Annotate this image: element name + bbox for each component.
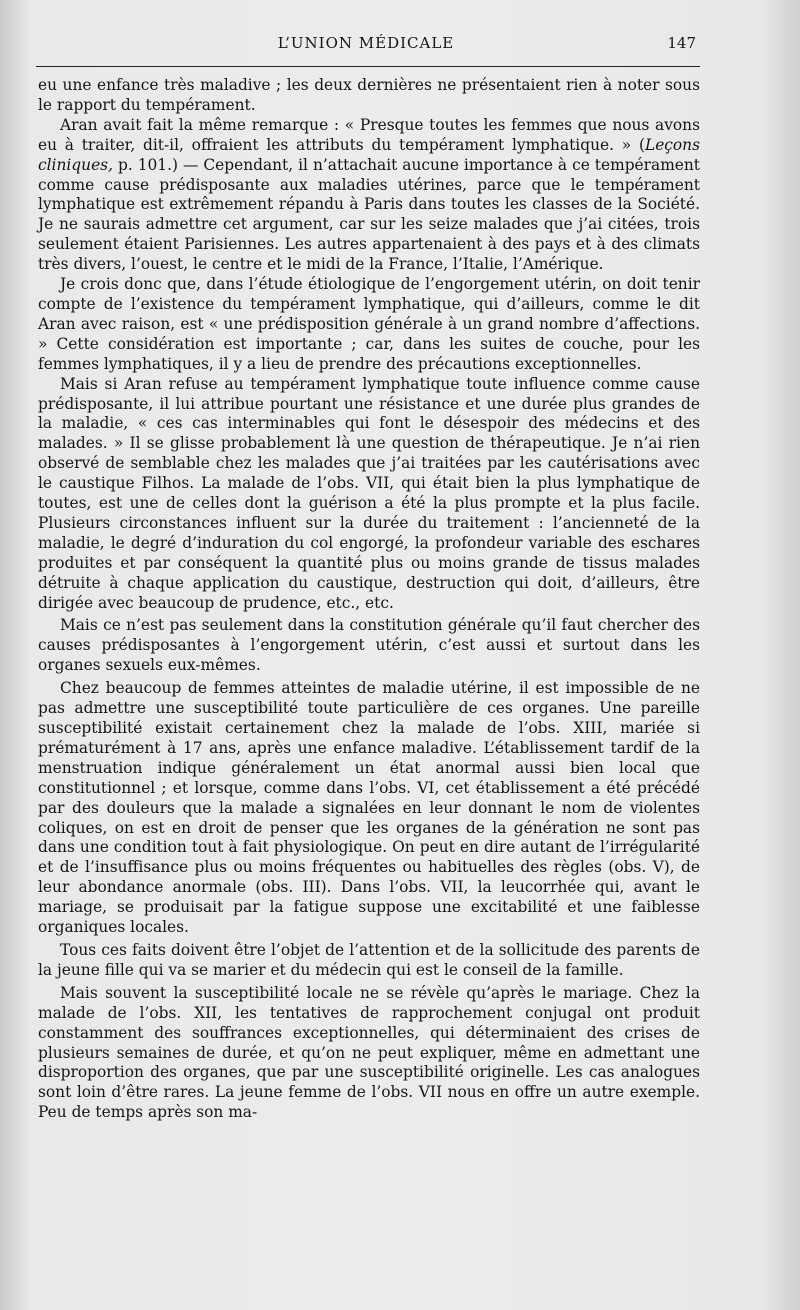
paragraph-2-end: p. 101.) — Cependant, il n’attachait aucune importance à ce tempérament comme cause prédisposante aux maladies utérines, parce que le tempérament lymphatique est extrêmement répandu à Paris dans toutes les classes de la Société. Je ne saurais admettre cet argument, car sur les seize malades que j’ai citées, trois seulement étaient Parisiennes. Les autres appartenaient à des pays et à des climats très divers, l’ouest, le centre et le midi de la France, l’Italie, l’Amérique. [38,155,700,274]
paragraph-8: Mais souvent la susceptibilité locale ne se révèle qu’après le mariage. Chez la malade de l’obs. XII, les tentatives de rapprochement conjugal ont produit constamment des souffrances exceptionnelles, qui déterminaient des crises de plusieurs semaines de durée, et qu’on ne peut expliquer, même en admettant une disproportion des organes, que par une susceptibilité originelle. Les cas analogues sont loin d’être rares. La jeune femme de l’obs. VII nous en offre un autre exemple. Peu de temps après son ma- [38,983,700,1122]
body-text [38,76,700,1123]
paragraph-3: Je crois donc que, dans l’étude étiologique de l’engorgement utérin, on doit tenir compte de l’existence du tempérament lymphatique, qui d’ailleurs, comme le dit Aran avec raison, est « une prédisposition générale à un grand nombre d’affections. » Cette considération est importante ; car, dans les suites de couche, pour les femmes lymphatiques, il y a lieu de prendre des précautions exceptionnelles. [38,275,700,373]
citation-lecons-cliniques: Leçons cliniques, [38,135,700,174]
header-rule [36,66,700,67]
paragraph-4: Mais si Aran refuse au tempérament lymphatique toute influence comme cause prédisposante, il lui attribue pourtant une résistance et une durée plus grandes de la maladie, « ces cas interminables qui font le désespoir des médecins et des malades. » Il se glisse probablement là une question de thérapeutique. Je n’ai rien observé de semblable chez les malades que j’ai traitées par les cautérisations avec le caustique Filhos. La malade de l’obs. VII, qui était bien la plus lymphatique de toutes, est une de celles dont la guérison a été la plus prompte et la plus facile. Plusieurs circonstances influent sur la durée du traitement : l’ancienneté de la maladie, le degré d’induration du col engorgé, la profondeur variable des eschares produites et par conséquent la quantité plus ou moins grande de tissus malades détruite à chaque application du caustique, destruction qui doit, d’ailleurs, être dirigée avec beaucoup de prudence, etc., etc. [38,374,700,612]
running-title: L’UNION MÉDICALE [277,34,455,52]
paragraph-7: Tous ces faits doivent être l’objet de l’attention et de la sollicitude des parents de la jeune fille qui va se marier et du médecin qui est le conseil de la famille. [38,940,700,979]
page-header [34,34,698,58]
paragraph-2-start: Aran avait fait la même remarque : « Presque toutes les femmes que nous avons eu à traiter, dit-il, offraient les attributs du tempérament lymphatique. » ( [38,115,700,154]
paragraph-1: eu une enfance très maladive ; les deux dernières ne présentaient rien à noter sous le rapport du tempérament. [38,76,700,114]
paragraph-2 [38,116,700,275]
paragraph-6: Chez beaucoup de femmes atteintes de maladie utérine, il est impossible de ne pas admettre une susceptibilité toute particulière de ces organes. Une pareille susceptibilité existait certainement chez la malade de l’obs. XIII, mariée si prématurément à 17 ans, après une enfance maladive. L’établissement tardif de la menstruation indique généralement un état anormal aussi bien local que constitutionnel ; et lorsque, comme dans l’obs. VI, cet établissement a été précédé par des douleurs que la malade a signalées en leur donnant le nom de violentes coliques, on est en droit de penser que les organes de la génération ne sont pas dans une condition tout à fait physiologique. On peut en dire autant de l’irrégularité et de l’insuffisance plus ou moins fréquentes ou habituelles des règles (obs. V), de leur abondance anormale (obs. III). Dans l’obs. VII, la leucorrhée qui, avant le mariage, se produisait par la fatigue suppose une excitabilité et une faiblesse organiques locales. [38,679,700,937]
paragraph-5: Mais ce n’est pas seulement dans la constitution générale qu’il faut chercher des causes prédisposantes à l’engorgement utérin, c’est aussi et surtout dans les organes sexuels eux-mêmes. [38,616,700,675]
page-number: 147 [667,34,696,52]
